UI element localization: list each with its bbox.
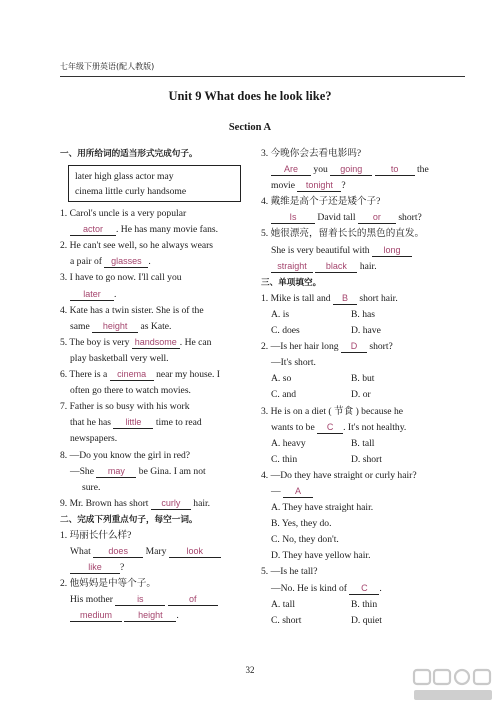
option-a: A. tall bbox=[271, 598, 295, 610]
p2-q5-line2: straight black hair. bbox=[261, 259, 446, 275]
option-b: B. has bbox=[351, 308, 375, 320]
answer-blank: curly bbox=[151, 498, 191, 510]
answer-blank: straight bbox=[271, 261, 313, 273]
q4-line2: same height as Kate. bbox=[70, 320, 172, 332]
p3-q2-options bbox=[261, 371, 446, 387]
word-bank bbox=[68, 165, 241, 202]
option-b: B. tall bbox=[351, 437, 375, 449]
option-d: D. or bbox=[351, 389, 371, 401]
answer-blank: black bbox=[315, 261, 357, 273]
q2-line2: a pair of glasses . bbox=[70, 256, 151, 268]
section-title: Section A bbox=[228, 122, 272, 133]
p2-q2-line2: medium height . bbox=[60, 608, 245, 624]
option-c: C. No, they don't. bbox=[271, 534, 339, 546]
answer-blank: long bbox=[372, 245, 412, 257]
page-number: 32 bbox=[245, 665, 255, 675]
option-c: C. short bbox=[271, 614, 302, 626]
option-c: C. and bbox=[271, 389, 297, 401]
q8-line1: 8. —Do you know the girl in red? bbox=[60, 449, 191, 461]
right-column bbox=[261, 146, 446, 629]
word-bank-row: cinema little curly handsome bbox=[75, 186, 187, 198]
p3-q1-options bbox=[261, 323, 446, 339]
option-c: C. does bbox=[271, 325, 300, 337]
answer-blank: cinema bbox=[110, 369, 154, 381]
p3-q4-stem: 4. —Do they have straight or curly hair? bbox=[261, 469, 417, 481]
unit-title: Unit 9 What does he look like? bbox=[168, 89, 332, 103]
answer-blank: handsome bbox=[132, 337, 180, 349]
watermark-logo bbox=[412, 668, 494, 702]
option-d: D. short bbox=[351, 453, 382, 465]
q9-line1: 9. Mr. Brown has short curly hair. bbox=[60, 497, 211, 509]
page-header: 七年级下册英语(配人教版) bbox=[60, 62, 155, 71]
p2-q2-line: His mother is of bbox=[60, 592, 245, 608]
option-a: A. They have straight hair. bbox=[271, 502, 374, 514]
part2-heading: 二、完成下列重点句子，每空一词。 bbox=[60, 514, 198, 525]
p3-q2-line2: —It's short. bbox=[271, 357, 316, 369]
q1-line1: 1. Carol's uncle is a very popular bbox=[60, 208, 187, 220]
answer-blank: height bbox=[124, 610, 176, 622]
p3-q4-line2: — A bbox=[261, 484, 446, 500]
p3-q1-options bbox=[261, 307, 446, 323]
header-rule bbox=[60, 76, 465, 77]
left-column bbox=[60, 146, 245, 625]
answer-blank: B bbox=[333, 293, 357, 305]
answer-blank: going bbox=[330, 164, 372, 176]
part3-heading: 三、单项填空。 bbox=[261, 277, 322, 288]
q6-line2: often go there to watch movies. bbox=[70, 385, 191, 397]
p3-q3-stem: 3. He is on a diet ( 节食 ) because he bbox=[261, 405, 403, 417]
option-d: D. They have yellow hair. bbox=[271, 550, 371, 562]
answer-blank: glasses bbox=[104, 256, 148, 268]
p3-q3-options bbox=[261, 436, 446, 452]
p2-q4-line: Is David tall or short? bbox=[261, 210, 446, 226]
answer-blank: may bbox=[96, 466, 136, 478]
answer-blank: tonight bbox=[297, 180, 341, 192]
q7-line2: that he has little time to read bbox=[70, 417, 202, 429]
part1-heading: 一、用所给词的适当形式完成句子。 bbox=[60, 149, 198, 159]
answer-blank: medium bbox=[70, 610, 122, 622]
q8-line2: —She may be Gina. I am not bbox=[70, 465, 206, 477]
p2-q5-line: She is very beautiful with long bbox=[261, 243, 446, 259]
answer-blank: like bbox=[70, 562, 120, 574]
p2-q3-chinese: 3. 今晚你会去看电影吗? bbox=[261, 148, 362, 159]
answer-blank: actor bbox=[70, 224, 116, 236]
q2-line1: 2. He can't see well, so he always wears bbox=[60, 240, 214, 252]
p3-q5-stem: 5. —Is he tall? bbox=[261, 566, 318, 578]
option-a: A. heavy bbox=[271, 437, 306, 449]
p3-q2-stem: 2. —Is her hair long D short? bbox=[261, 341, 393, 353]
answer-blank: height bbox=[92, 321, 138, 333]
answer-blank: to bbox=[375, 164, 415, 176]
p2-q5-chinese: 5. 她很漂亮，留着长长的黑色的直发。 bbox=[261, 228, 425, 240]
p2-q1-line2: like ? bbox=[60, 560, 245, 576]
p3-q5-options bbox=[261, 597, 446, 613]
q5-line1: 5. The boy is very handsome . He can bbox=[60, 336, 212, 348]
p3-q2-options bbox=[261, 387, 446, 403]
p2-q4-chinese: 4. 戴维是高个子还是矮个子? bbox=[261, 196, 381, 208]
q7-line3: newspapers. bbox=[70, 433, 118, 445]
option-d: D. have bbox=[351, 325, 381, 337]
p2-q3-line2: movie tonight ? bbox=[271, 180, 346, 192]
option-c: C. thin bbox=[271, 453, 298, 465]
p2-q2-chinese: 2. 他妈妈是中等个子。 bbox=[60, 578, 156, 590]
answer-blank: or bbox=[358, 212, 396, 224]
answer-blank: Are bbox=[271, 164, 311, 176]
answer-blank: A bbox=[283, 486, 313, 498]
word-bank-row: later high glass actor may bbox=[75, 171, 174, 183]
p3-q5-options bbox=[261, 613, 446, 629]
q5-line2: play basketball very well. bbox=[70, 352, 169, 364]
q8-line3: sure. bbox=[82, 481, 101, 493]
answer-blank: of bbox=[168, 594, 218, 606]
p3-q3-line2: wants to be C . It's not healthy. bbox=[271, 421, 407, 433]
p2-q3-line: Are you going to the bbox=[261, 162, 446, 178]
answer-blank: little bbox=[113, 417, 153, 429]
option-a: A. is bbox=[271, 308, 290, 320]
p2-q1-line: What does Mary look bbox=[60, 544, 245, 560]
option-a: A. so bbox=[271, 373, 292, 385]
p3-q3-options bbox=[261, 452, 446, 468]
answer-blank: look bbox=[169, 546, 221, 558]
answer-blank: C bbox=[349, 583, 379, 595]
q3-line1: 3. I have to go now. I'll call you bbox=[60, 272, 182, 284]
answer-blank: D bbox=[341, 341, 367, 353]
option-b: B. Yes, they do. bbox=[271, 518, 332, 530]
p3-q1-stem: 1. Mike is tall and B short hair. bbox=[261, 292, 398, 304]
p2-q1-chinese: 1. 玛丽长什么样? bbox=[60, 529, 132, 541]
option-b: B. thin bbox=[351, 598, 378, 610]
option-b: B. but bbox=[351, 373, 375, 385]
answer-blank: is bbox=[115, 594, 165, 606]
q1-line2: actor . He has many movie fans. bbox=[60, 222, 245, 238]
answer-blank: later bbox=[70, 289, 114, 301]
option-d: D. quiet bbox=[351, 614, 382, 626]
q3-line2: later . bbox=[60, 287, 245, 303]
q6-line1: 6. There is a cinema near my house. I bbox=[60, 369, 221, 381]
answer-blank: C bbox=[317, 422, 343, 434]
answer-blank: Is bbox=[271, 212, 315, 224]
answer-blank: does bbox=[93, 546, 143, 558]
q7-line1: 7. Father is so busy with his work bbox=[60, 401, 190, 413]
p3-q5-line2: —No. He is kind of C . bbox=[271, 582, 382, 594]
q4-line1: 4. Kate has a twin sister. She is of the bbox=[60, 304, 204, 316]
